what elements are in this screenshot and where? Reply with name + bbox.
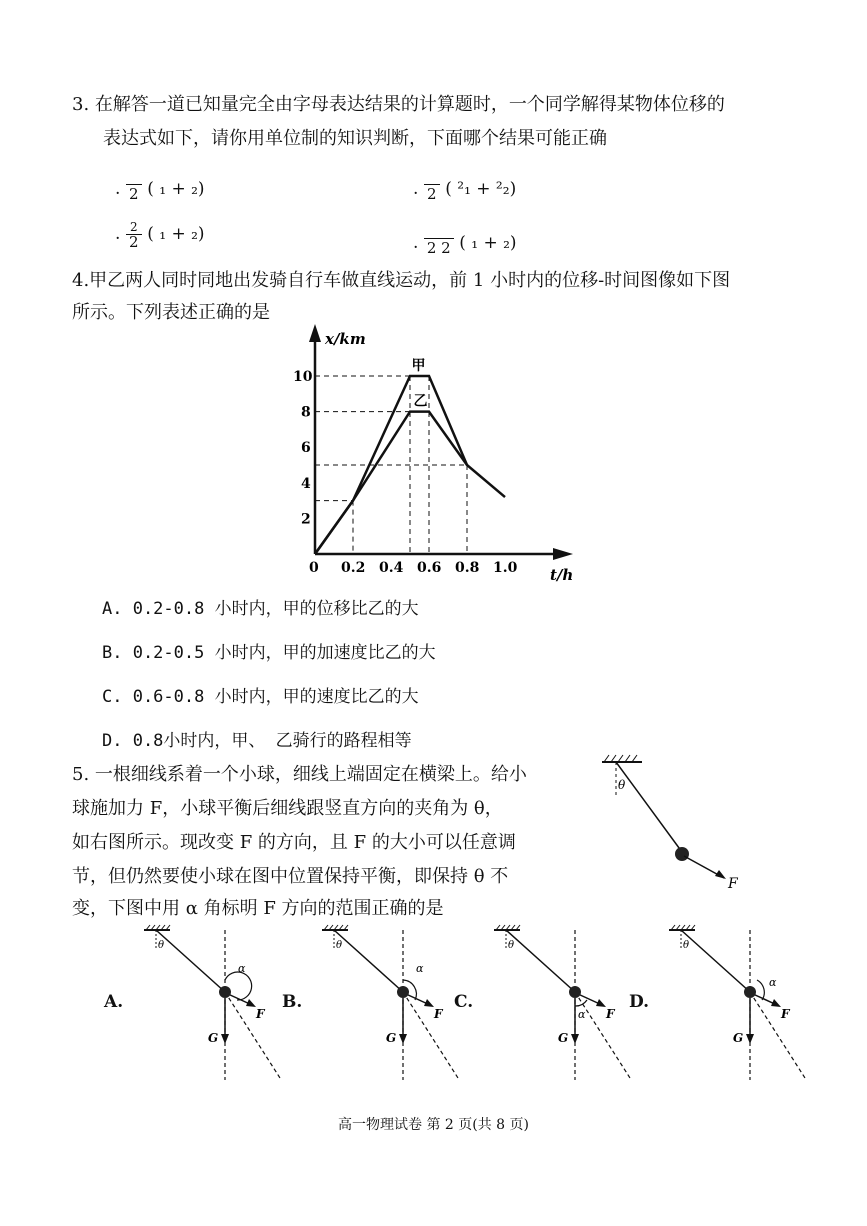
x-tick-label: 0.2 [341,560,366,576]
option-prefix: . [413,233,419,253]
theta-label: θ [683,940,690,951]
q5-choices [90,920,810,1090]
q5-text-line2: 球施加力 F，小球平衡后细线跟竖直方向的夹角为 θ， [72,798,503,819]
string [334,930,403,992]
x-axis-label: t/h [550,566,574,584]
ball [569,986,581,998]
fraction-denominator: 2 [126,234,142,249]
q5-choice-c[interactable] [440,920,620,1090]
theta-label: θ [336,940,343,951]
option-tail: ( ₁ + ₂) [459,233,517,253]
option-prefix: . [115,179,121,199]
chart-guides [315,376,467,554]
q5-text-line5: 变，下图中用 α 角标明 F 方向的范围正确的是 [72,898,444,919]
string [616,762,682,852]
q4-option-a[interactable]: A. 0.2-0.8 小时内，甲的位移比乙的大 [102,599,419,619]
fraction-denominator: 2 2 [424,238,454,257]
series-label: 乙 [413,393,428,410]
gravity-label: G [733,1031,744,1045]
q3-option-c[interactable] [115,220,205,249]
force-label: F [606,1007,615,1021]
q3-option-a[interactable] [115,176,205,203]
q5-text-line3: 如右图所示。现改变 F 的方向，且 F 的大小可以任意调 [72,832,516,853]
choice-diagram [645,920,820,1090]
series-label: 甲 [411,358,426,374]
option-tail: ( ₁ + ₂) [147,179,205,199]
y-tick-label: 10 [293,369,313,385]
alpha-label: α [578,1008,586,1021]
option-prefix: . [115,224,121,244]
theta-label: θ [508,940,515,951]
q4-option-d[interactable]: D. 0.8小时内，甲、 乙骑行的路程相等 [102,731,412,751]
ball [744,986,756,998]
q4-option-b[interactable]: B. 0.2-0.5 小时内，甲的加速度比乙的大 [102,643,436,663]
y-tick-label: 6 [301,440,311,457]
option-prefix: . [413,179,419,199]
alpha-label: α [416,962,424,975]
force-label: F [256,1007,265,1021]
q5-choice-b[interactable] [268,920,448,1090]
q5-text-line1: 5. 一根细线系着一个小球，细线上端固定在横梁上。给小 [72,764,527,785]
q5-choice-d[interactable] [615,920,795,1090]
position-time-chart [280,322,580,584]
y-tick-label: 8 [301,404,311,421]
x-tick-label: 0 [309,560,319,576]
x-tick-label: 0.8 [455,560,480,576]
x-axis-arrow [553,548,573,560]
theta-label: θ [618,778,626,792]
force-label: F [728,876,738,892]
q3-option-d[interactable] [413,230,517,257]
q5-choice-a[interactable] [90,920,270,1090]
ball [219,986,231,998]
fraction-denominator: 2 [424,184,440,203]
x-tick-label: 0.6 [417,560,442,576]
y-axis-arrow [309,324,321,342]
gravity-label: G [558,1031,569,1045]
string [156,930,225,992]
x-tick-label: 1.0 [493,560,518,576]
gravity-label: G [386,1031,397,1045]
force-label: F [781,1007,790,1021]
alpha-label: α [238,962,246,975]
string [681,930,750,992]
y-axis-label: x/km [325,330,366,348]
ball [675,847,689,861]
alpha-label: α [769,976,777,989]
string [506,930,575,992]
chart-axes [309,324,573,560]
q4-option-c[interactable]: C. 0.6-0.8 小时内，甲的速度比乙的大 [102,687,419,707]
option-tail: ( ²₁ + ²₂) [445,179,517,199]
choice-label: C. [454,992,474,1012]
q5-text-line4: 节，但仍然要使小球在图中位置保持平衡，即保持 θ 不 [72,866,509,887]
q4-text-line2: 所示。下列表述正确的是 [72,302,270,323]
option-tail: ( ₁ + ₂) [147,224,205,244]
fraction-numerator: 2 [129,220,138,234]
theta-label: θ [158,940,165,951]
q3-option-b[interactable] [413,176,516,203]
fraction-denominator: 2 [126,184,142,203]
q4-text-line1: 4.甲乙两人同时同地出发骑自行车做直线运动，前 1 小时内的位移-时间图像如下图 [72,270,731,291]
ceiling-hatch-icon [602,755,642,762]
q3-text-line2: 表达式如下，请你用单位制的知识判断，下面哪个结果可能正确 [103,128,607,149]
pendulum-figure [596,752,756,897]
force-label: F [434,1007,443,1021]
choice-label: D. [629,992,650,1012]
ball [397,986,409,998]
choice-label: A. [104,992,124,1012]
page-footer: 高一物理试卷 第 2 页(共 8 页) [338,1117,529,1133]
q3-text-line1: 3. 在解答一道已知量完全由字母表达结果的计算题时，一个同学解得某物体位移的 [72,94,725,115]
y-tick-label: 2 [301,511,311,528]
x-tick-label: 0.4 [379,560,404,576]
choice-label: B. [282,992,303,1012]
chart-labels [293,330,573,584]
y-tick-label: 4 [301,475,311,492]
gravity-label: G [208,1031,219,1045]
